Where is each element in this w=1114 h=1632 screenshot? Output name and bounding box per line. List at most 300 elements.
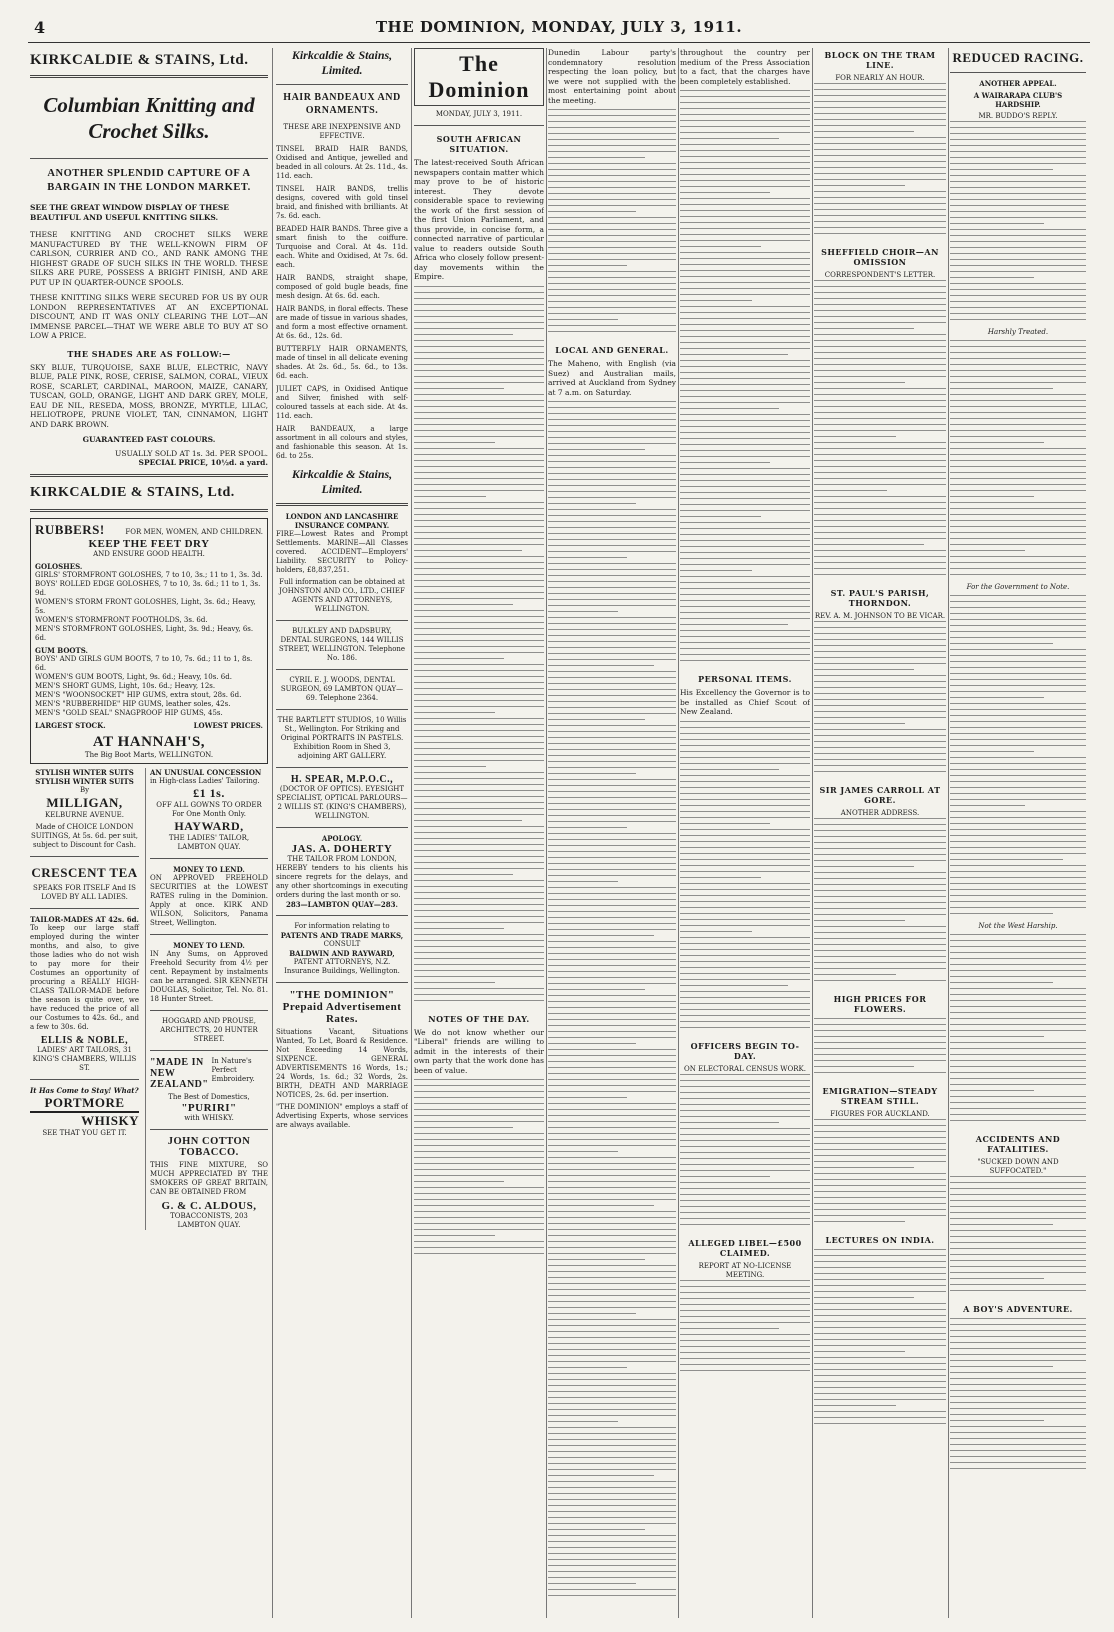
text-line xyxy=(814,304,946,305)
text-line xyxy=(680,1218,810,1219)
text-line xyxy=(814,884,946,885)
tram-heading: BLOCK ON THE TRAM LINE. xyxy=(824,50,936,70)
text-line xyxy=(950,679,1086,680)
text-line xyxy=(680,1182,810,1183)
text-line xyxy=(414,586,544,587)
officers-sub: ON ELECTORAL CENSUS WORK. xyxy=(684,1064,806,1073)
text-line xyxy=(680,1340,810,1341)
firm-name-2: KIRKCALDIE & STAINS, Ltd. xyxy=(30,484,235,500)
text-line xyxy=(680,558,810,559)
text-line xyxy=(548,331,676,332)
text-line xyxy=(680,534,810,535)
text-line xyxy=(548,1469,676,1470)
text-line xyxy=(950,721,1086,722)
text-line xyxy=(814,747,946,748)
text-line xyxy=(548,869,676,870)
text-line xyxy=(814,502,946,503)
text-line xyxy=(814,370,946,371)
text-line xyxy=(950,1224,1053,1225)
text-line xyxy=(680,612,810,613)
whisky-see: SEE THAT YOU GET IT. xyxy=(42,1128,127,1137)
text-line xyxy=(950,508,1086,509)
text-line xyxy=(680,468,810,469)
column-divider xyxy=(678,48,679,1618)
text-line xyxy=(414,802,544,803)
column-1-advertisements xyxy=(30,48,268,1618)
article-lead: throughout the country per medium of the Press Association to a fact, that the charges have been completely established. xyxy=(680,48,810,86)
text-line xyxy=(414,1247,544,1248)
text-line xyxy=(414,808,544,809)
text-line xyxy=(950,601,1086,602)
text-line xyxy=(950,430,1086,431)
text-line xyxy=(414,352,544,353)
text-line xyxy=(548,1079,676,1080)
text-line xyxy=(414,988,544,989)
text-line xyxy=(548,563,676,564)
text-line xyxy=(814,442,946,443)
text-line xyxy=(414,754,544,755)
text-line xyxy=(950,964,1086,965)
money-body-2: IN Any Sums, on Approved Freehold Security from 4½ per cent. Repayment by instalments can be arranged. SIR KENNETH DOUGLAS, Solicitor, Tel. No. 81. 18 Hunter Street. xyxy=(150,949,268,1003)
goloshes-heading: GOLOSHES. xyxy=(35,561,83,571)
text-line xyxy=(950,436,1086,437)
text-line xyxy=(814,137,946,138)
text-line xyxy=(414,898,544,899)
text-line xyxy=(950,217,1086,218)
text-line xyxy=(814,830,946,831)
parish-body xyxy=(814,621,946,777)
west-body xyxy=(950,934,1086,1126)
text-line xyxy=(950,382,1086,383)
text-line xyxy=(814,221,946,222)
text-line xyxy=(680,114,810,115)
column-2-advertisements xyxy=(276,48,408,1618)
text-line xyxy=(950,259,1086,260)
firm-name-3: Kirkcaldie & Stains, Limited. xyxy=(291,48,393,77)
text-line xyxy=(950,307,1086,308)
text-line xyxy=(950,1378,1086,1379)
window-note: SEE THE GREAT WINDOW DISPLAY OF THESE BEAUTIFUL AND USEFUL KNITTING SILKS. xyxy=(30,203,230,222)
text-line xyxy=(950,1348,1086,1349)
insurance-heading: LONDON AND LANCASHIRE INSURANCE COMPANY. xyxy=(285,512,399,530)
text-line xyxy=(814,872,946,873)
column-divider xyxy=(948,48,949,1618)
text-line xyxy=(814,460,946,461)
text-line xyxy=(680,1104,810,1105)
text-line xyxy=(950,970,1086,971)
text-line xyxy=(950,340,1086,341)
text-line xyxy=(548,749,676,750)
accidents-body xyxy=(950,1176,1086,1296)
text-line xyxy=(548,163,676,164)
tailor-body: To keep our large staff employed during the winter months, and also, to give those ladies who do not wish to pay more for their Costumes an opportunity of procuring a REALLY HIGH-CLASS TAILOR-MADE before the season is quite over, we have reduced the price of all our Costumes to 42s. 6d., and a few to 30s. 6d. xyxy=(30,923,139,1031)
text-line xyxy=(414,868,544,869)
text-line xyxy=(680,102,810,103)
text-line xyxy=(680,192,770,193)
text-line xyxy=(950,223,1044,224)
text-line xyxy=(950,319,1086,320)
text-line xyxy=(414,862,544,863)
goloshes-item: BOYS' ROLLED EDGE GOLOSHES, 7 to 10, 3s. 6d.; 11 to 1, 3s. 9d. xyxy=(35,579,261,597)
text-line xyxy=(680,522,810,523)
text-line xyxy=(548,791,676,792)
text-line xyxy=(950,787,1086,788)
text-line xyxy=(548,1571,676,1572)
text-line xyxy=(680,216,810,217)
text-line xyxy=(680,252,810,253)
text-line xyxy=(950,484,1086,485)
officers-heading: OFFICERS BEGIN TO-DAY. xyxy=(690,1040,800,1061)
text-line xyxy=(680,1092,810,1093)
text-line xyxy=(950,454,1086,455)
text-line xyxy=(814,376,946,377)
text-line xyxy=(950,661,1086,662)
text-line xyxy=(548,1043,636,1044)
india-heading: LECTURES ON INDIA. xyxy=(825,1235,935,1245)
text-line xyxy=(548,1403,676,1404)
text-line xyxy=(548,1379,676,1380)
text-line xyxy=(950,697,1044,698)
text-line xyxy=(414,436,544,437)
text-line xyxy=(414,406,544,407)
text-line xyxy=(814,657,946,658)
text-line xyxy=(414,940,544,941)
text-line xyxy=(548,959,676,960)
text-line xyxy=(950,895,1086,896)
text-line xyxy=(680,937,810,938)
text-line xyxy=(814,693,946,694)
text-line xyxy=(414,946,544,947)
text-line xyxy=(814,340,946,341)
text-line xyxy=(548,1235,676,1236)
text-line xyxy=(814,155,946,156)
text-line xyxy=(414,1205,544,1206)
text-line xyxy=(814,1149,946,1150)
text-line xyxy=(950,1218,1086,1219)
gum-item: MEN'S "RUBBERHIDE" HIP GUMS, leather soles, 42s. xyxy=(35,699,231,708)
text-line xyxy=(414,910,544,911)
bandeaux-item: TINSEL BRAID HAIR BANDS, Oxidised and Antique, jewelled and beaded in all colours. At 2s. 11d., 4s. 11d. each. xyxy=(276,145,408,180)
text-line xyxy=(548,947,676,948)
text-line xyxy=(814,388,946,389)
text-line xyxy=(950,157,1086,158)
text-line xyxy=(414,982,495,983)
text-line xyxy=(814,203,946,204)
gum-item: MEN'S SHORT GUMS, Light, 10s. 6d.; Heavy, 12s. xyxy=(35,681,216,690)
text-line xyxy=(680,1188,810,1189)
text-line xyxy=(814,866,914,867)
text-line xyxy=(548,599,676,600)
portmore-lead: It Has Come to Stay! What? xyxy=(30,1085,139,1095)
text-line xyxy=(548,1487,676,1488)
text-line xyxy=(950,745,1086,746)
text-line xyxy=(814,1137,946,1138)
text-line xyxy=(548,1271,676,1272)
text-line xyxy=(414,340,544,341)
text-line xyxy=(414,1139,544,1140)
text-line xyxy=(950,538,1086,539)
text-line xyxy=(950,502,1086,503)
text-line xyxy=(548,1241,676,1242)
bandeaux-item: BEADED HAIR BANDS. Three give a smart finish to the coiffure. Turquoise and Coral. At 4s. 11d. each. White and Oxidised, At 7s. 6d. each. xyxy=(276,225,408,269)
aldous-name: G. & C. ALDOUS, xyxy=(161,1199,257,1212)
text-line xyxy=(680,1176,770,1177)
text-line xyxy=(548,1253,676,1254)
text-line xyxy=(680,1164,810,1165)
text-line xyxy=(814,1167,914,1168)
text-line xyxy=(548,1553,676,1554)
text-line xyxy=(548,1175,676,1176)
text-line xyxy=(950,514,1086,515)
text-line xyxy=(548,1055,676,1056)
text-line xyxy=(680,660,810,661)
text-line xyxy=(814,1315,946,1316)
text-line xyxy=(680,943,810,944)
text-line xyxy=(814,322,946,323)
text-line xyxy=(680,474,810,475)
text-line xyxy=(414,718,544,719)
text-line xyxy=(814,185,905,186)
text-line xyxy=(414,556,544,557)
text-line xyxy=(414,442,495,443)
text-line xyxy=(680,306,810,307)
text-line xyxy=(950,460,1086,461)
guarantee: GUARANTEED FAST COLOURS. xyxy=(82,435,216,444)
text-line xyxy=(548,1031,676,1032)
text-line xyxy=(950,139,1086,140)
text-line xyxy=(548,1427,676,1428)
spear-name: H. SPEAR, M.P.O.C., xyxy=(290,774,394,785)
text-line xyxy=(950,1048,1086,1049)
text-line xyxy=(414,370,544,371)
text-line xyxy=(680,1370,810,1371)
text-line xyxy=(814,1303,946,1304)
text-line xyxy=(414,1169,544,1170)
text-line xyxy=(950,370,1086,371)
text-line xyxy=(548,319,618,320)
text-line xyxy=(414,574,544,575)
text-line xyxy=(680,817,810,818)
text-line xyxy=(548,205,676,206)
text-line xyxy=(548,139,676,140)
text-line xyxy=(680,883,810,884)
text-line xyxy=(680,138,779,139)
text-line xyxy=(548,539,676,540)
text-line xyxy=(414,766,486,767)
text-line xyxy=(814,215,946,216)
text-line xyxy=(950,643,1053,644)
suits-heading: STYLISH WINTER SUITS STYLISH WINTER SUITS xyxy=(35,767,134,786)
text-line xyxy=(414,1223,544,1224)
text-line xyxy=(680,414,810,415)
govt-body xyxy=(950,595,1086,919)
text-line xyxy=(414,694,544,695)
ellis-sub: LADIES' ART TAILORS, 31 KING'S CHAMBERS, WILLIS ST. xyxy=(32,1045,137,1072)
text-line xyxy=(950,847,1086,848)
text-line xyxy=(414,1163,544,1164)
hannah-name: AT HANNAH'S, xyxy=(92,733,206,750)
text-line xyxy=(548,1361,676,1362)
text-line xyxy=(814,101,946,102)
text-line xyxy=(414,286,544,287)
text-line xyxy=(814,1024,946,1025)
text-line xyxy=(548,809,676,810)
text-line xyxy=(950,1066,1086,1067)
text-line xyxy=(414,820,522,821)
text-line xyxy=(814,1279,946,1280)
text-line xyxy=(548,1037,676,1038)
text-line xyxy=(548,491,676,492)
text-line xyxy=(414,580,544,581)
text-line xyxy=(950,853,1086,854)
text-line xyxy=(950,733,1086,734)
text-line xyxy=(548,977,676,978)
text-line xyxy=(548,1139,676,1140)
text-line xyxy=(814,681,946,682)
text-line xyxy=(814,1209,946,1210)
text-line xyxy=(680,727,810,728)
text-line xyxy=(814,741,946,742)
text-line xyxy=(814,364,946,365)
text-line xyxy=(548,1331,676,1332)
goloshes-item: WOMEN'S STORMFRONT FOOTHOLDS, 3s. 6d. xyxy=(35,615,208,624)
text-line xyxy=(680,1158,810,1159)
text-line xyxy=(548,187,676,188)
text-line xyxy=(814,197,946,198)
text-line xyxy=(548,899,676,900)
text-line xyxy=(548,265,627,266)
text-line xyxy=(950,793,1086,794)
text-line xyxy=(548,653,676,654)
text-line xyxy=(680,144,810,145)
personal-body xyxy=(680,721,810,1033)
text-line xyxy=(414,964,544,965)
local-lead: The Maheno, with English (via Suez) and Australian mails, arrived at Auckland from Sydney at 7 a.m. on Saturday. xyxy=(548,359,676,397)
text-line xyxy=(680,763,810,764)
text-line xyxy=(548,839,676,840)
text-line xyxy=(950,1108,1086,1109)
text-line xyxy=(950,205,1086,206)
firm-name-4: Kirkcaldie & Stains, Limited. xyxy=(291,467,393,496)
text-line xyxy=(414,496,486,497)
text-line xyxy=(548,413,676,414)
text-line xyxy=(814,430,946,431)
text-line xyxy=(414,382,544,383)
text-line xyxy=(680,733,810,734)
text-line xyxy=(414,976,544,977)
shades-heading: THE SHADES ARE AS FOLLOW:— xyxy=(67,348,231,359)
text-line xyxy=(414,1229,544,1230)
text-line xyxy=(548,1151,618,1152)
unusual-heading: AN UNUSUAL CONCESSION xyxy=(150,767,262,777)
article-lead: Dunedin Labour party's condemnatory resolution respecting the loan policy, but we were not supplied with the most entertaining point about the meeting. xyxy=(548,48,676,105)
text-line xyxy=(950,358,1086,359)
text-line xyxy=(680,955,810,956)
text-line xyxy=(680,510,810,511)
text-line xyxy=(950,994,1086,995)
text-line xyxy=(414,526,544,527)
text-line xyxy=(414,688,544,689)
text-line xyxy=(950,265,1086,266)
column-divider xyxy=(411,48,412,1618)
text-line xyxy=(548,1157,676,1158)
text-line xyxy=(680,654,810,655)
text-line xyxy=(814,771,946,772)
text-line xyxy=(950,1242,1086,1243)
text-line xyxy=(548,785,676,786)
text-line xyxy=(548,629,676,630)
text-line xyxy=(548,983,676,984)
text-line xyxy=(814,896,946,897)
bandeaux-item: TINSEL HAIR BANDS, trellis designs, covered with gold tinsel braid, and finished with brilliants. At 7s. 6d. each. xyxy=(276,185,408,220)
text-line xyxy=(548,169,676,170)
text-line xyxy=(680,1334,810,1335)
choir-body xyxy=(814,280,946,580)
text-line xyxy=(548,851,676,852)
dominion-footer: "THE DOMINION" employs a staff of Advertising Experts, whose services are always available. xyxy=(276,1103,408,1129)
text-line xyxy=(548,1049,676,1050)
text-line xyxy=(548,325,676,326)
text-line xyxy=(814,950,946,951)
emigration-sub: FIGURES FOR AUCKLAND. xyxy=(830,1110,930,1118)
text-line xyxy=(950,277,1034,278)
text-line xyxy=(548,253,676,254)
page-title: THE DOMINION, MONDAY, JULY 3, 1911. xyxy=(375,18,743,36)
text-line xyxy=(814,107,946,108)
text-line xyxy=(814,938,946,939)
text-line xyxy=(680,1152,810,1153)
text-line xyxy=(548,1025,676,1026)
text-line xyxy=(814,1173,946,1174)
text-line xyxy=(548,1211,676,1212)
text-line xyxy=(814,1297,914,1298)
text-line xyxy=(680,853,810,854)
racing-body xyxy=(950,121,1086,325)
text-line xyxy=(814,1197,946,1198)
text-line xyxy=(950,913,1053,914)
text-line xyxy=(548,1301,676,1302)
text-line xyxy=(680,805,810,806)
text-line xyxy=(548,743,676,744)
text-line xyxy=(414,646,544,647)
rubbers-sub: AND ENSURE GOOD HEALTH. xyxy=(93,549,205,558)
text-line xyxy=(548,485,676,486)
cotton-name: JOHN COTTON TOBACCO. xyxy=(167,1135,251,1158)
text-line xyxy=(548,1307,676,1308)
text-line xyxy=(814,902,946,903)
text-line xyxy=(950,982,1053,983)
emigration-heading: EMIGRATION—STEADY STREAM STILL. xyxy=(822,1086,938,1106)
text-line xyxy=(814,980,946,981)
text-line xyxy=(814,556,946,557)
text-line xyxy=(548,887,676,888)
carroll-body xyxy=(814,818,946,986)
silks-body-2: THESE KNITTING SILKS WERE SECURED FOR US BY OUR LONDON REPRESENTATIVES AT AN EXCEPTIONAL DISCOUNT, AND IT WAS ONLY CLEARING THE LOT—AN IMMENSE PARCEL—THAT WE WERE ABLE TO BUY AT SO LOW A PRICE. xyxy=(30,293,268,340)
text-line xyxy=(680,258,810,259)
text-line xyxy=(548,497,676,498)
text-line xyxy=(950,127,1086,128)
text-line xyxy=(680,1116,810,1117)
text-line xyxy=(548,461,676,462)
tram-body xyxy=(814,83,946,239)
text-line xyxy=(950,940,1086,941)
text-line xyxy=(548,1283,676,1284)
text-line xyxy=(950,424,1086,425)
text-line xyxy=(414,448,544,449)
text-line xyxy=(680,997,810,998)
text-line xyxy=(680,444,810,445)
text-line xyxy=(548,533,676,534)
